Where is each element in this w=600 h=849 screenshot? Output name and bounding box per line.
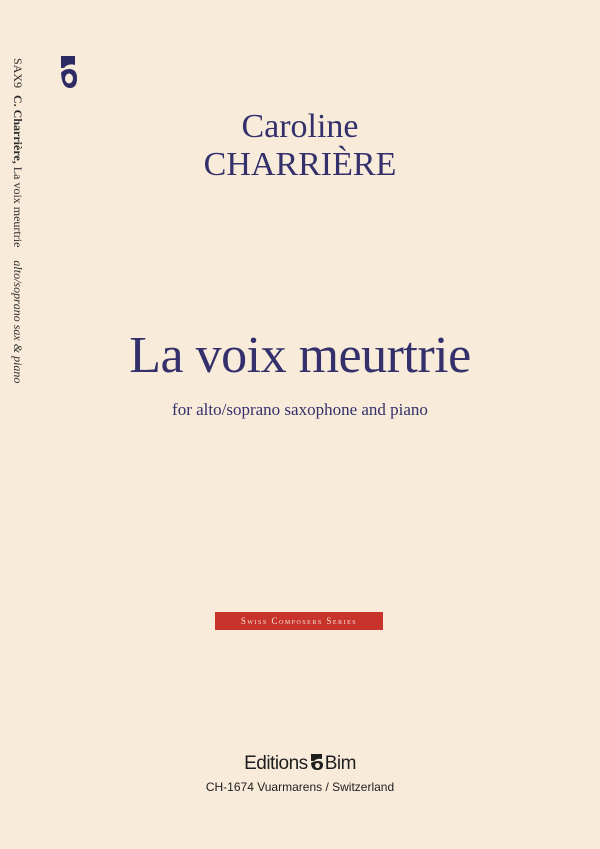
series-badge: Swiss Composers Series	[215, 612, 383, 630]
publisher-address: CH-1674 Vuarmarens / Switzerland	[205, 780, 395, 794]
spine-instrumentation: alto/soprano sax & piano	[11, 260, 25, 384]
publisher-name-part2: Bim	[324, 753, 356, 774]
spine-title: La voix meurtrie	[11, 166, 25, 248]
composer-last-name: CHARRIÈRE	[203, 146, 397, 183]
work-subtitle: for alto/soprano saxophone and piano	[172, 400, 428, 419]
catalog-code: SAX9	[11, 58, 25, 89]
work-title: La voix meurtrie	[129, 327, 471, 384]
bim-logo-mark-icon	[58, 54, 78, 90]
publisher-logo-icon	[310, 753, 324, 771]
spine-composer: C. Charrière,	[11, 95, 25, 164]
composer-first-name: Caroline	[241, 108, 359, 145]
publisher-name-part1: Editions	[244, 753, 308, 774]
publisher-name	[0, 752, 600, 776]
